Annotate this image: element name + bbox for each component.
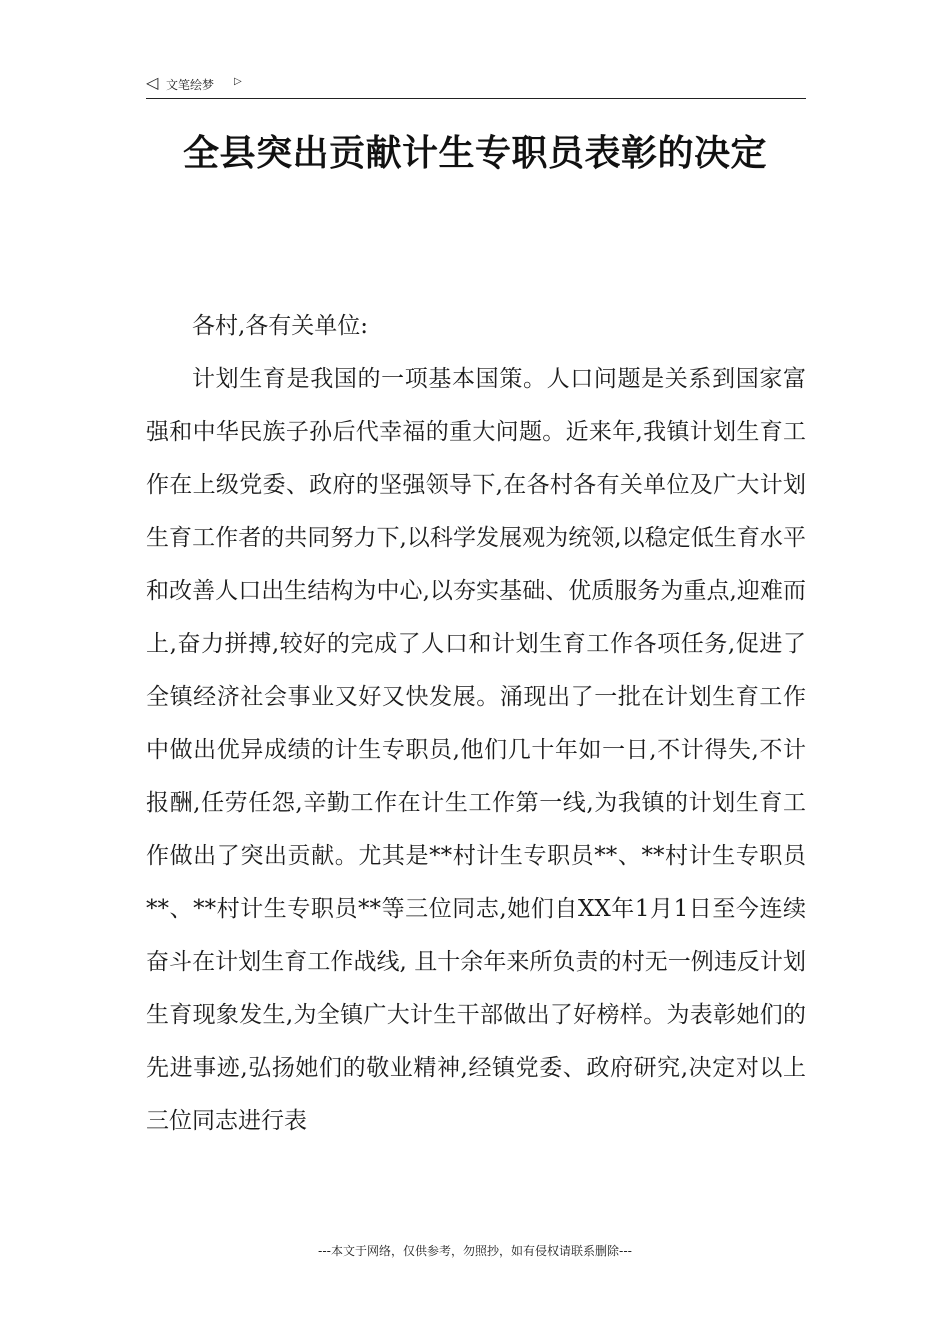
- left-triangle-icon: ◁: [146, 73, 159, 92]
- document-title: 全县突出贡献计生专职员表彰的决定: [182, 132, 767, 174]
- page-header: [146, 72, 806, 99]
- brand-label: 文笔绘梦: [166, 78, 215, 92]
- body-paragraph: 计划生育是我国的一项基本国策。人口问题是关系到国家富强和中华民族子孙后代幸福的重大问题。近来年,我镇计划生育工作在上级党委、政府的坚强领导下,在各村各有关单位及广大计划生育工作者的共同努力下,以科学发展观为统领,以稳定低生育水平和改善人口出生结构为中心,以夯实基础、优质服务为重点,迎难而上,奋力拼搏,较好的完成了人口和计划生育工作各项任务,促进了全镇经济社会事业又好又快发展。涌现出了一批在计划生育工作中做出优异成绩的计生专职员,他们几十年如一日,不计得失,不计报酬,任劳任怨,辛勤工作在计生工作第一线,为我镇的计划生育工作做出了突出贡献。尤其是**村计生专职员**、**村计生专职员**、**村计生专职员**等三位同志,她们自XX年1月1日至今连续奋斗在计划生育工作战线, 且十余年来所负责的村无一例违反计划生育现象发生,为全镇广大计生干部做出了好榜样。为表彰她们的先进事迹,弘扬她们的敬业精神,经镇党委、政府研究,决定对以上三位同志进行表: [146, 366, 806, 1134]
- footer-disclaimer: ---本文于网络，仅供参考，勿照抄，如有侵权请联系删除---: [318, 1244, 632, 1258]
- document-body: [146, 300, 806, 1148]
- salutation: 各村,各有关单位:: [192, 313, 369, 339]
- right-triangle-icon: ▷: [234, 76, 242, 87]
